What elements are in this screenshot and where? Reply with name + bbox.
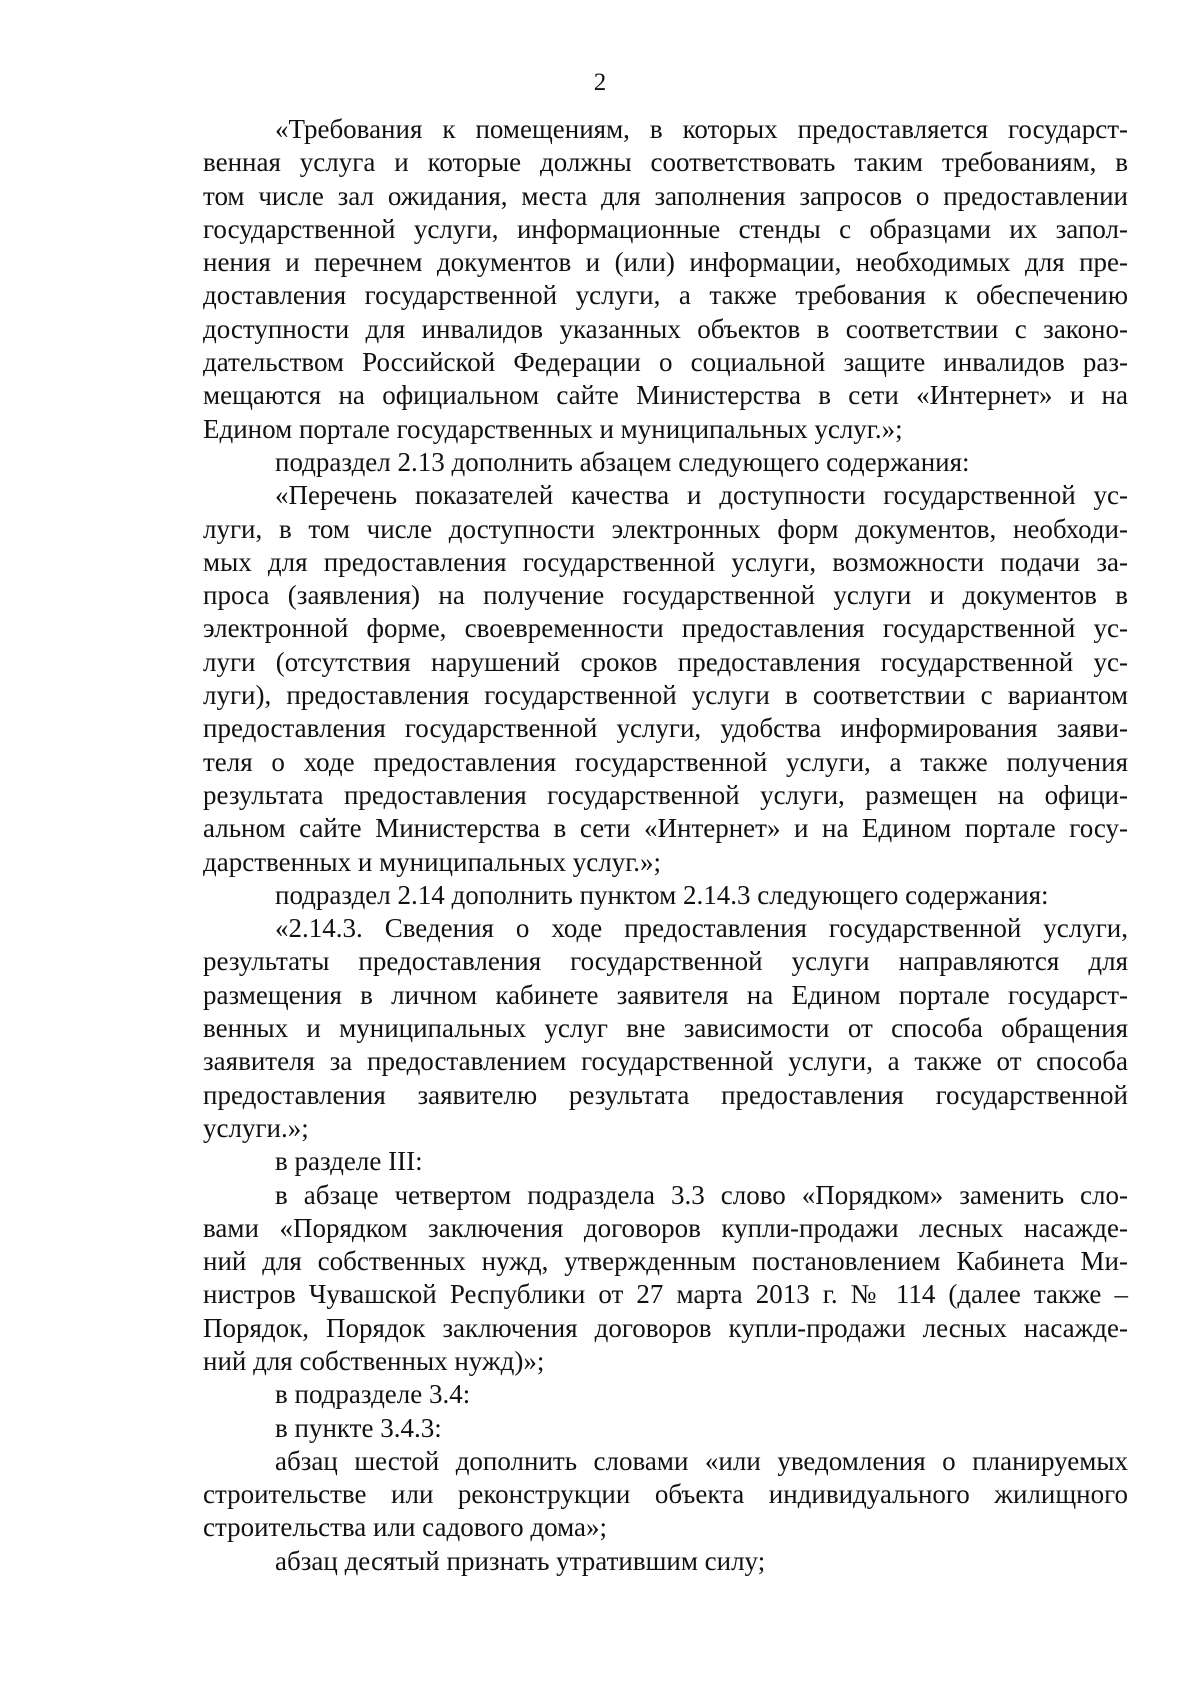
text-line: луги, в том числе доступности электронных форм документов, необходи- xyxy=(203,513,1128,544)
text-line: доставления государственной услуги, а также требования к обеспечению xyxy=(203,280,1128,311)
text-line: результата предоставления государственной услуги, размещен на офици- xyxy=(203,779,1128,810)
text-line: Едином портале государственных и муниципальных услуг.»; xyxy=(203,413,903,444)
text-line: в абзаце четвертом подраздела 3.3 слово «Порядком» заменить сло- xyxy=(275,1179,1128,1210)
text-line: «Требования к помещениям, в которых предоставляется государст- xyxy=(275,114,1128,144)
text-line: размещения в личном кабинете заявителя на Едином портале государст- xyxy=(203,979,1128,1010)
text-line: мещаются на официальном сайте Министерства в сети «Интернет» и на xyxy=(203,380,1128,411)
text-line: в пункте 3.4.3: xyxy=(275,1412,442,1443)
text-line: электронной форме, своевременности предоставления государственной ус- xyxy=(203,613,1128,644)
text-line: «2.14.3. Сведения о ходе предоставления государственной услуги, xyxy=(275,913,1128,944)
text-line: нистров Чувашской Республики от 27 марта 2013 г. № 114 (далее также – xyxy=(203,1279,1128,1310)
text-line: в разделе III: xyxy=(275,1146,423,1177)
text-line: строительства или садового дома»; xyxy=(203,1512,608,1543)
text-line: вами «Порядком заключения договоров купли-продажи лесных насажде- xyxy=(203,1212,1128,1243)
text-line: венных и муниципальных услуг вне зависимости от способа обращения xyxy=(203,1013,1128,1044)
text-line: строительстве или реконструкции объекта индивидуального жилищного xyxy=(203,1479,1128,1510)
text-line: государственной услуги, информационные стенды с образцами их запол- xyxy=(203,213,1128,244)
text-line: предоставления государственной услуги, удобства информирования заяви- xyxy=(203,713,1128,744)
text-line: предоставления заявителю результата предоставления государственной xyxy=(203,1079,1128,1110)
text-line: Порядок, Порядок заключения договоров купли-продажи лесных насажде- xyxy=(203,1312,1128,1343)
text-line: том числе зал ожидания, места для заполнения запросов о предоставлении xyxy=(203,180,1128,211)
text-line: альном сайте Министерства в сети «Интернет» и на Едином портале госу- xyxy=(203,813,1128,844)
text-line: результаты предоставления государственной услуги направляются для xyxy=(203,946,1128,977)
text-line: ний для собственных нужд)»; xyxy=(203,1345,545,1376)
text-line: в подразделе 3.4: xyxy=(275,1379,471,1410)
text-line: луги), предоставления государственной услуги в соответствии с вариантом xyxy=(203,680,1128,711)
text-line: луги (отсутствия нарушений сроков предоставления государственной ус- xyxy=(203,646,1128,677)
text-line: абзац шестой дополнить словами «или уведомления о планируемых xyxy=(275,1445,1128,1476)
text-line: мых для предоставления государственной услуги, возможности подачи за- xyxy=(203,546,1128,577)
text-line: венная услуга и которые должны соответствовать таким требованиям, в xyxy=(203,147,1128,178)
text-line: услуги.»; xyxy=(203,1112,309,1143)
text-line: доступности для инвалидов указанных объектов в соответствии с законо- xyxy=(203,313,1128,344)
text-line: дарственных и муниципальных услуг.»; xyxy=(203,846,661,877)
page-number: 2 xyxy=(593,69,607,96)
text-line: подраздел 2.14 дополнить пунктом 2.14.3 следующего содержания: xyxy=(275,879,1049,910)
text-line: подраздел 2.13 дополнить абзацем следующего содержания: xyxy=(275,446,970,477)
text-line: нения и перечнем документов и (или) информации, необходимых для пре- xyxy=(203,247,1128,278)
text-line: «Перечень показателей качества и доступности государственной ус- xyxy=(275,480,1128,511)
text-line: теля о ходе предоставления государственной услуги, а также получения xyxy=(203,746,1128,777)
text-line: ний для собственных нужд, утвержденным постановлением Кабинета Ми- xyxy=(203,1246,1128,1277)
document-body xyxy=(203,113,1128,1578)
text-line: заявителя за предоставлением государственной услуги, а также от способа xyxy=(203,1046,1128,1077)
text-line: абзац десятый признать утратившим силу; xyxy=(275,1545,766,1576)
text-line: проса (заявления) на получение государственной услуги и документов в xyxy=(203,580,1128,611)
text-line: дательством Российской Федерации о социальной защите инвалидов раз- xyxy=(203,347,1128,378)
